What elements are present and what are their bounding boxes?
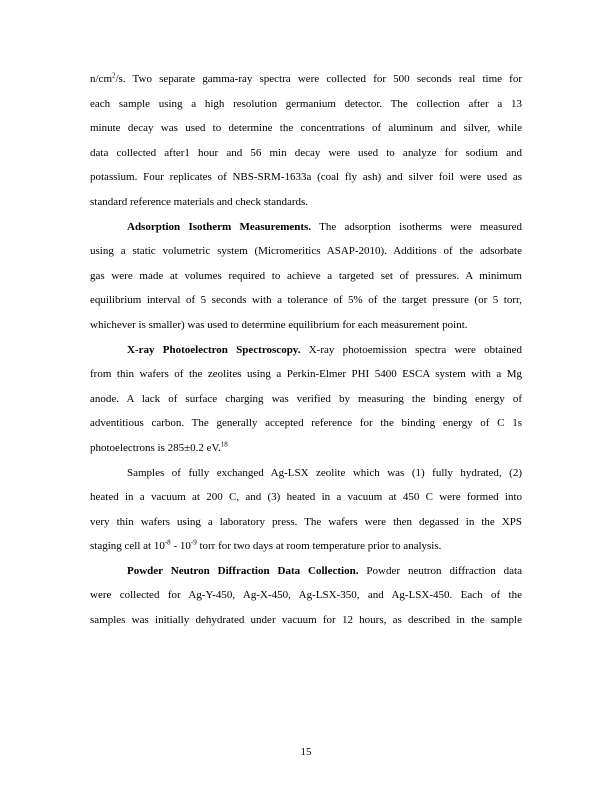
citation-superscript: 18	[220, 440, 228, 449]
text-run: n/cm	[90, 73, 112, 85]
section-heading: X-ray Photoelectron Spectroscopy.	[127, 343, 301, 356]
text-line: using a static volumetric system (Micromeritics ASAP-2010). Additions of the adsorbate	[90, 245, 522, 258]
text-line: potassium. Four replicates of NBS-SRM-1633a (coal fly ash) and silver foil were used as	[90, 171, 522, 184]
text-line: Samples of fully exchanged Ag-LSX zeolite which was (1) fully hydrated, (2)	[127, 466, 522, 479]
text-line: each sample using a high resolution germanium detector. The collection after a 13	[90, 97, 522, 110]
text-line: heated in a vacuum at 200 C, and (3) heated in a vacuum at 450 C were formed into	[90, 491, 522, 504]
text-line: data collected after1 hour and 56 min decay were used to analyze for sodium and	[90, 146, 522, 159]
section-heading: Adsorption Isotherm Measurements.	[127, 220, 312, 233]
text-line	[90, 338, 522, 363]
text-run: X-ray photoemission spectra were obtained	[300, 343, 523, 356]
superscript: -9	[190, 538, 197, 547]
text-line	[90, 559, 522, 584]
text-line: very thin wafers using a laboratory press. The wafers were then degassed in the XPS	[90, 515, 522, 528]
superscript: -8	[164, 538, 171, 547]
section-heading: Powder Neutron Diffraction Data Collection.	[127, 564, 359, 577]
text-line	[90, 436, 522, 461]
text-line	[90, 67, 522, 92]
text-run: /s. Two separate gamma-ray spectra were collected for 500 seconds real time for	[115, 73, 522, 85]
text-line	[90, 534, 522, 559]
text-line: equilibrium interval of 5 seconds with a tolerance of 5% of the target pressure (or 5 torr,	[90, 294, 522, 307]
text-line: standard reference materials and check standards.	[90, 195, 309, 208]
text-line: from thin wafers of the zeolites using a Perkin-Elmer PHI 5400 ESCA system with a Mg	[90, 368, 522, 381]
superscript: 2	[112, 71, 116, 80]
text-run: The adsorption isotherms were measured	[311, 220, 522, 233]
text-run: - 10	[170, 540, 191, 553]
text-line: samples was initially dehydrated under vacuum for 12 hours, as described in the sample	[90, 614, 522, 627]
text-run: staging cell at 10	[90, 540, 165, 553]
text-line: were collected for Ag-Y-450, Ag-X-450, Ag-LSX-350, and Ag-LSX-450. Each of the	[90, 589, 522, 602]
text-line: gas were made at volumes required to achieve a targeted set of pressures. A minimum	[90, 269, 522, 282]
text-run: torr for two days at room temperature prior to analysis.	[196, 540, 442, 553]
body-text	[90, 67, 522, 633]
page-number: 15	[300, 746, 312, 758]
text-line: whichever is smaller) was used to determine equilibrium for each measurement point.	[90, 318, 468, 331]
text-line: anode. A lack of surface charging was verified by measuring the binding energy of	[90, 392, 522, 405]
text-line: adventitious carbon. The generally accepted reference for the binding energy of C 1s	[90, 417, 522, 430]
text-line: minute decay was used to determine the concentrations of aluminum and silver, while	[90, 122, 522, 135]
text-line	[90, 215, 522, 240]
text-run: photoelectrons is 285±0.2 eV.	[90, 441, 221, 454]
text-run: Powder neutron diffraction data	[358, 564, 522, 577]
